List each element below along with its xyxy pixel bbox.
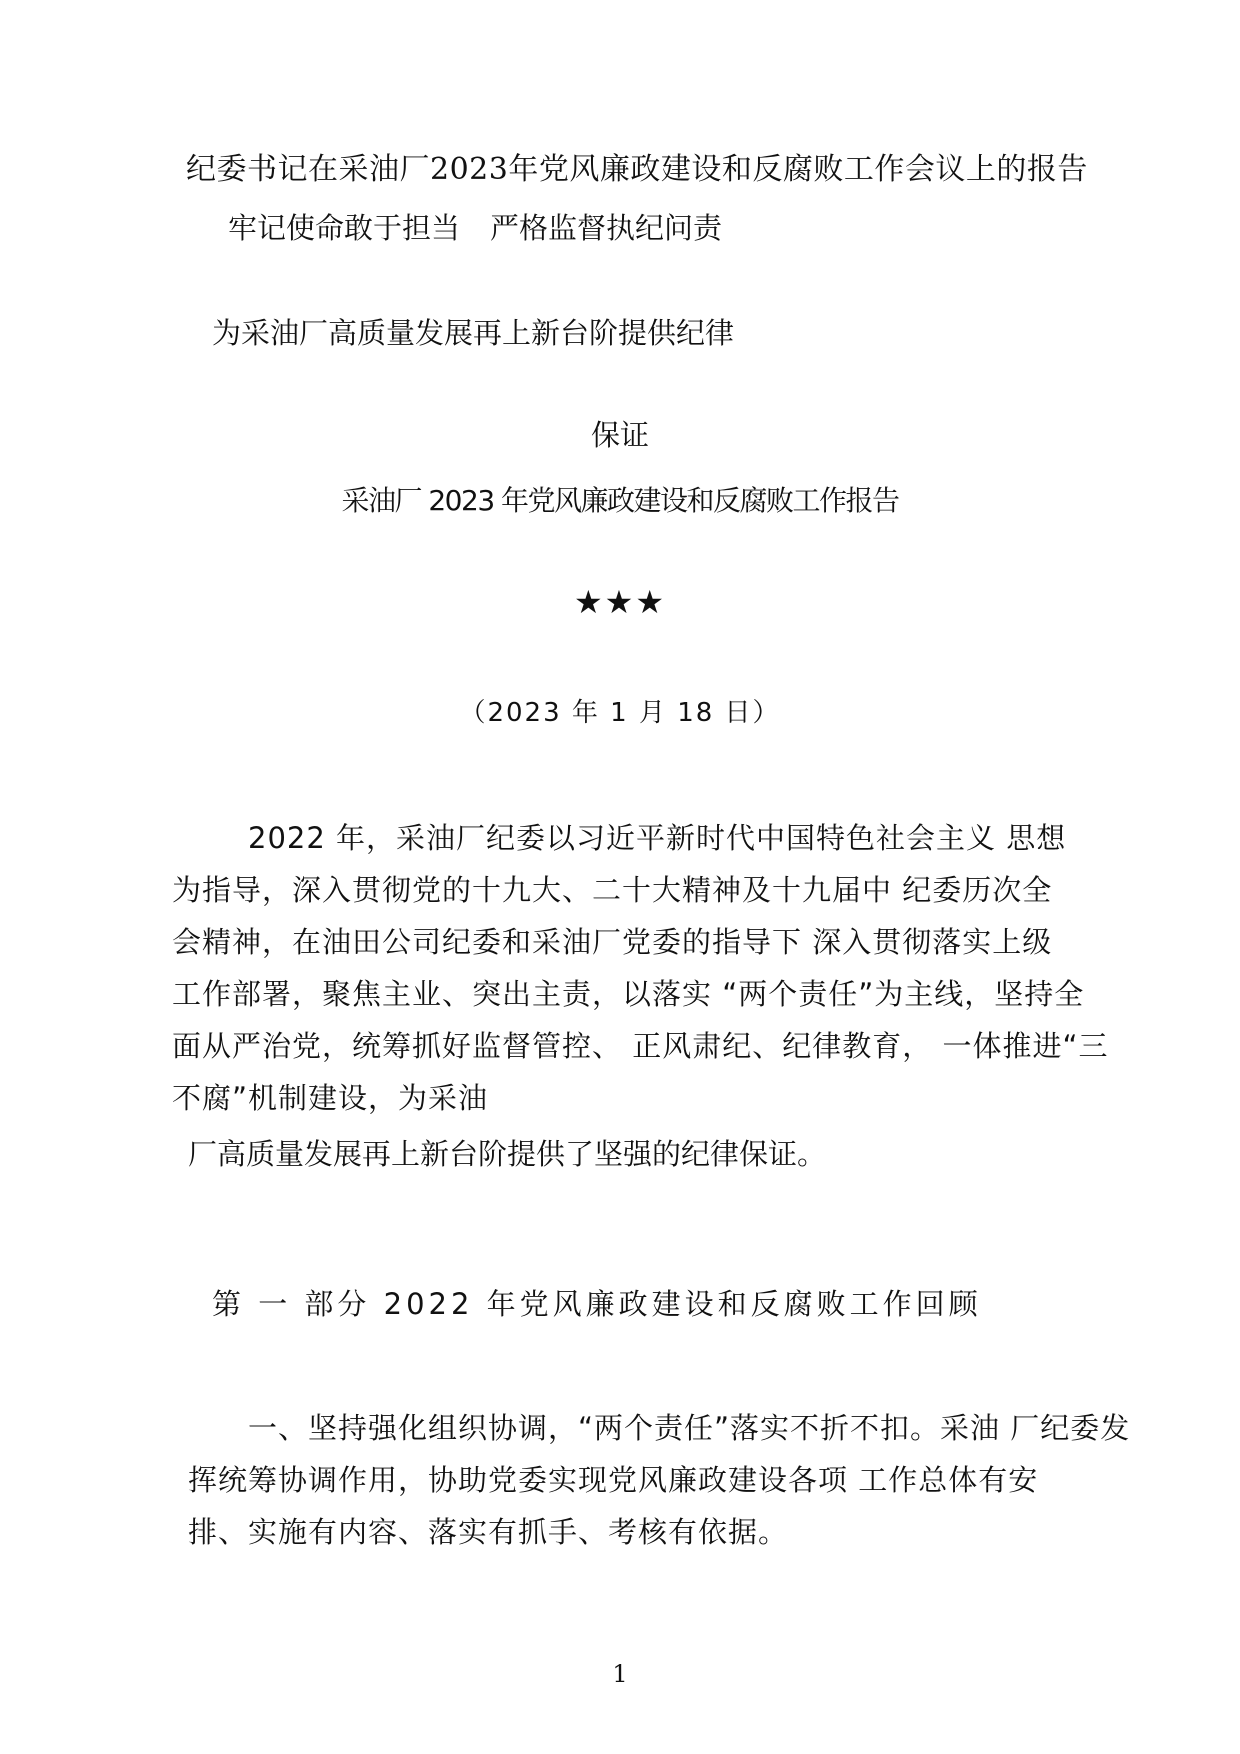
section-heading: 第 一 部分 2022 年党风廉政建设和反腐败工作回顾: [212, 1287, 982, 1321]
paragraph-line: 不腐”机制建设，为采油: [172, 1081, 489, 1115]
paragraph-line: 会精神，在油田公司纪委和采油厂党委的指导下 深入贯彻落实上级: [172, 925, 1053, 959]
paragraph-line: 一、坚持强化组织协调，“两个责任”落实不折不扣。采油 厂纪委发: [248, 1411, 1131, 1445]
page-number: 1: [612, 1660, 628, 1688]
paragraph-line: 排、实施有内容、落实有抓手、考核有依据。: [188, 1515, 789, 1549]
paragraph-line: 挥统筹协调作用，协助党委实现党风廉政建设各项 工作总体有安: [188, 1463, 1039, 1497]
star-divider-icon: ★★★: [573, 583, 667, 621]
report-name: 采油厂 2023 年党风廉政建设和反腐败工作报告: [341, 484, 899, 517]
report-title: 纪委书记在采油厂2023年党风廉政建设和反腐败工作会议上的报告: [186, 152, 1088, 187]
subtitle-line-3: 保证: [590, 418, 649, 452]
subtitle-part-2: 严格监督执纪问责: [490, 211, 723, 245]
subtitle-part-1: 牢记使命敢于担当: [228, 211, 461, 245]
report-date: （2023 年 1 月 18 日）: [459, 698, 781, 728]
section-paragraph: [188, 1402, 1131, 1558]
subtitle-line-2: 为采油厂高质量发展再上新台阶提供纪律: [212, 316, 735, 350]
paragraph-line: 为指导，深入贯彻党的十九大、二十大精神及十九届中 纪委历次全: [172, 873, 1053, 907]
intro-paragraph: [172, 812, 1109, 1124]
paragraph-line: 2022 年，采油厂纪委以习近平新时代中国特色社会主义 思想: [248, 821, 1067, 855]
paragraph-line: 面从严治党，统筹抓好监督管控、 正风肃纪、纪律教育， 一体推进“三: [172, 1029, 1109, 1063]
paragraph-line: 工作部署，聚焦主业、突出主责，以落实 “两个责任”为主线，坚持全: [172, 977, 1085, 1011]
intro-paragraph-last-line: 厂高质量发展再上新台阶提供了坚强的纪律保证。: [188, 1137, 827, 1171]
subtitle-line-1: [228, 211, 723, 245]
